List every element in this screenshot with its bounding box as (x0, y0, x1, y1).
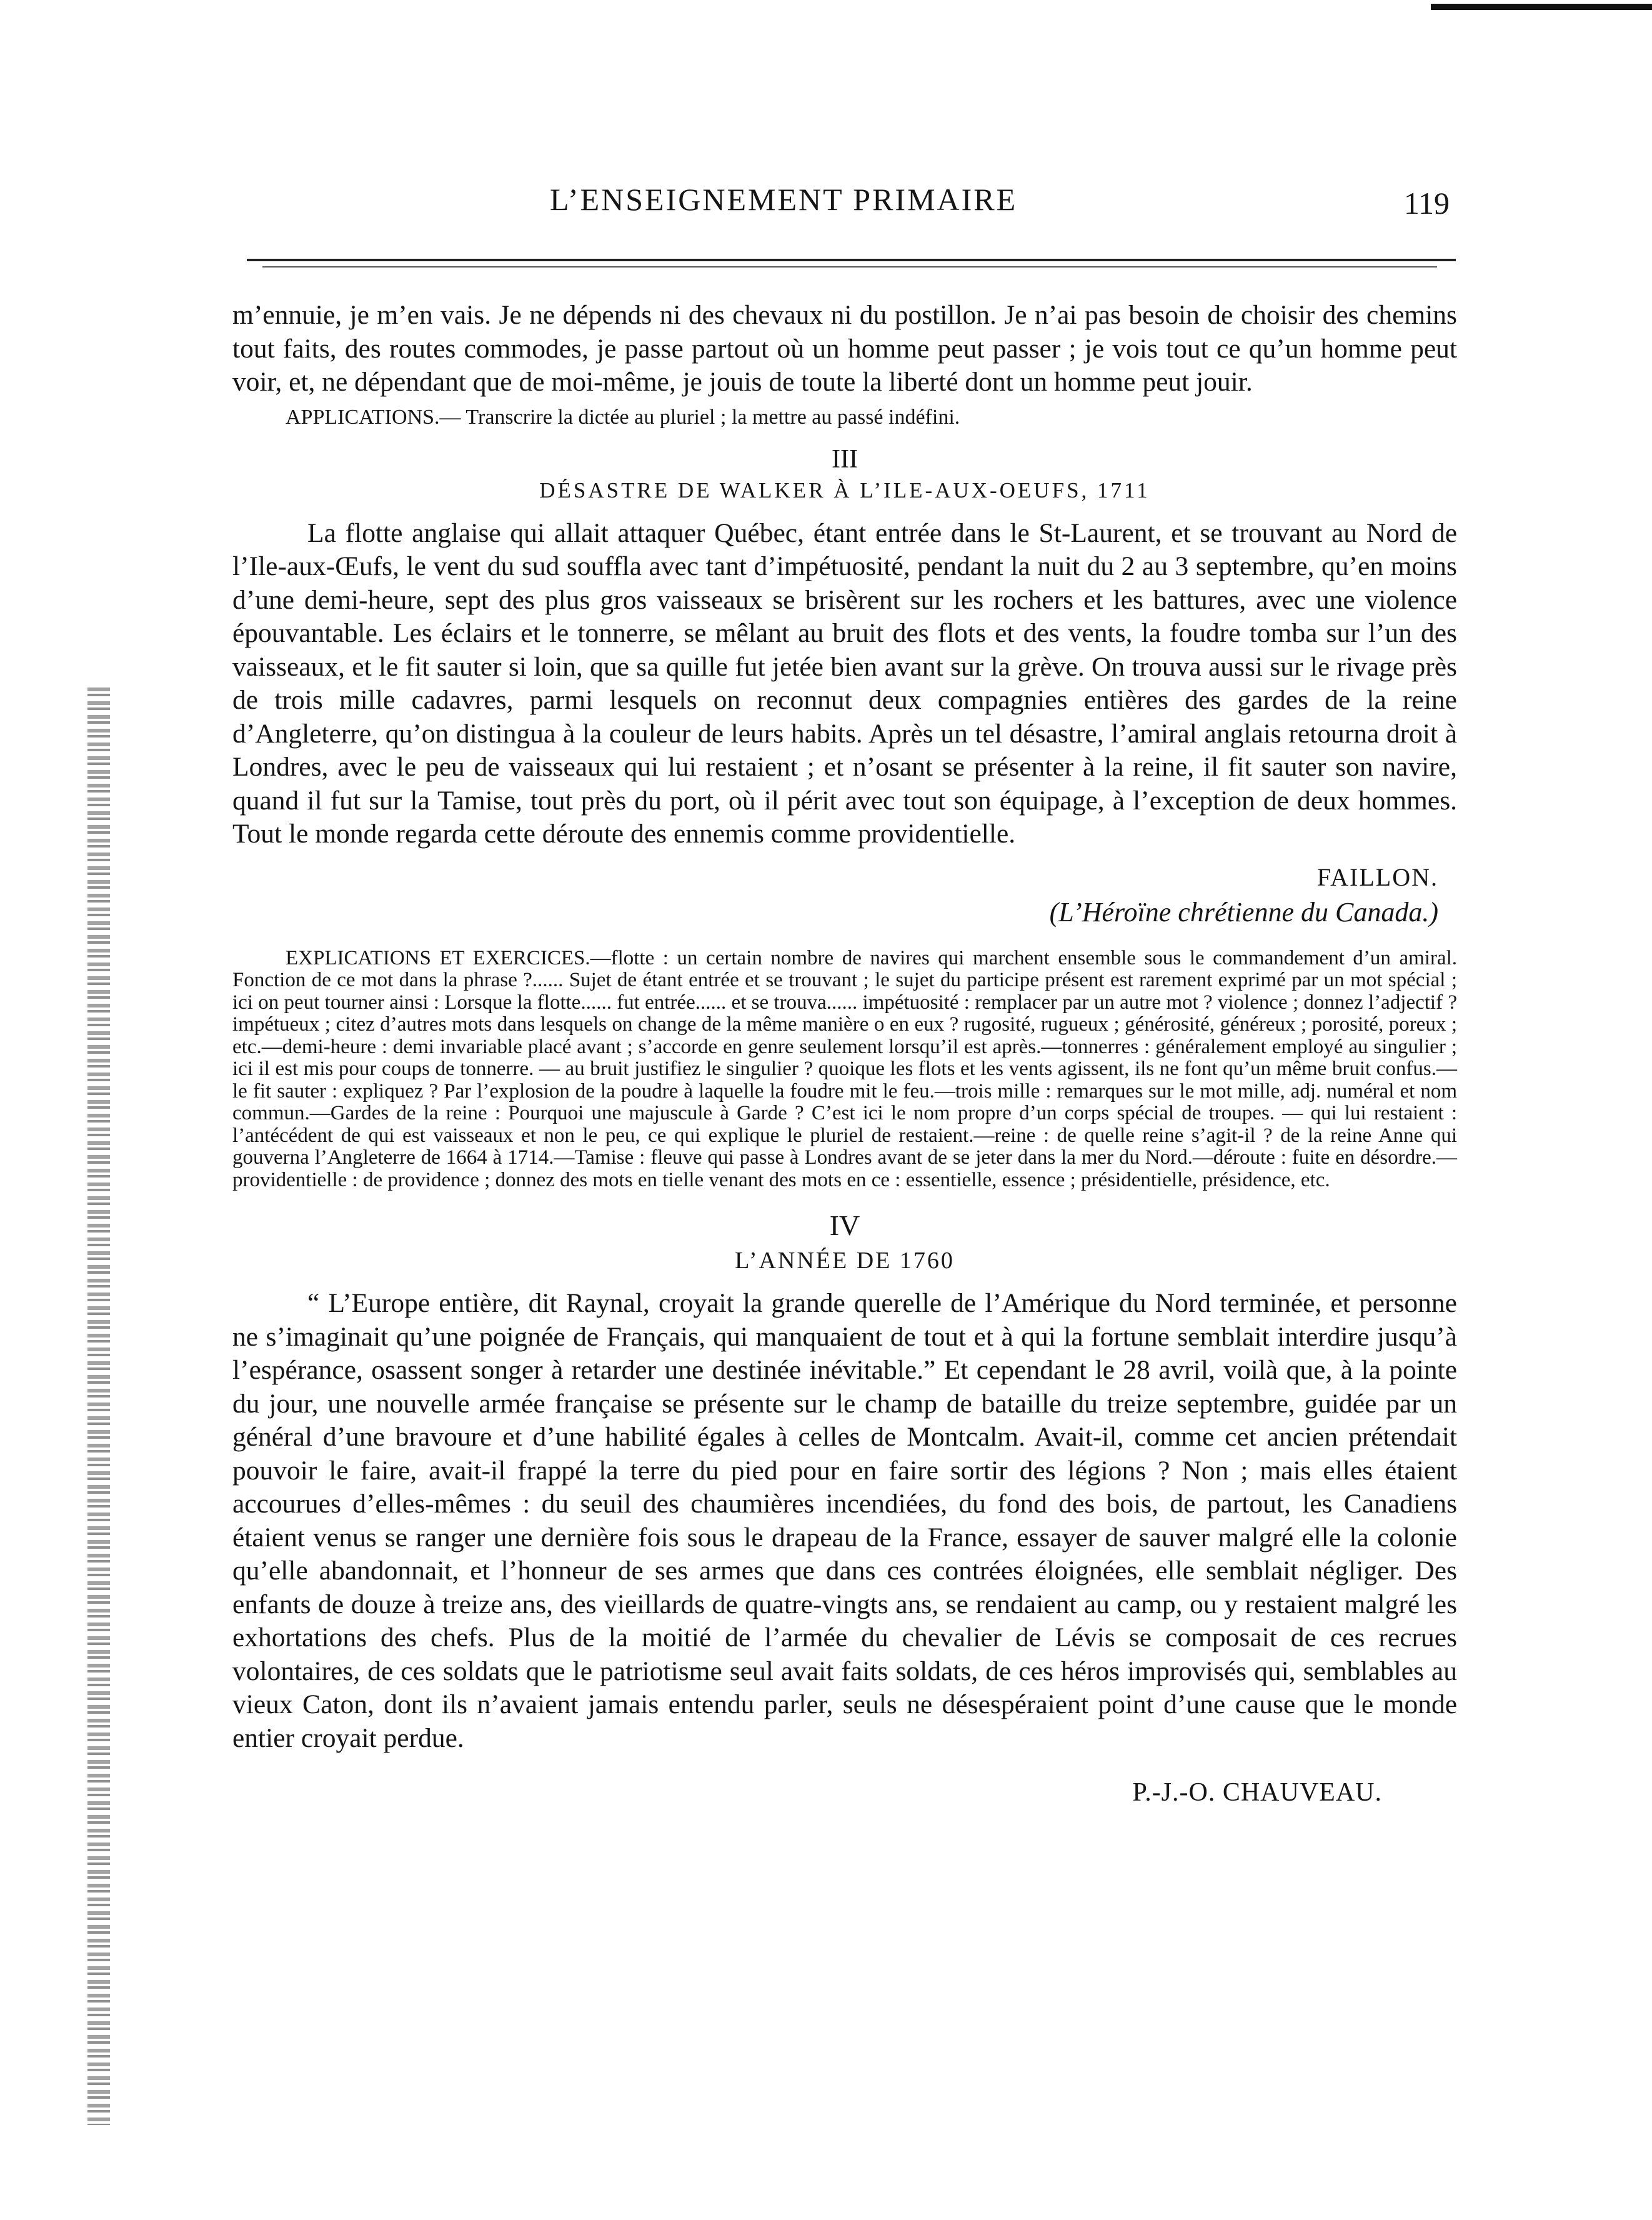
annee-1760-paragraph: “ L’Europe entière, dit Raynal, croyait la grande querelle de l’Amérique du Nord terminée, et personne ne s’imaginait qu’une poignée de Français, qui manquaient de tout et à qui la fortune semblait interdire jusqu’à l’espérance, osassent songer à retarder une destinée inévitable.” Et cependant le 28 avril, voilà que, à la pointe du jour, une nouvelle armée française se présente sur le champ de bataille du treize septembre, guidée par un général d’une bravoure et d’une habilité égales à celles de Montcalm. Avait-il, comme cet ancien prétendait pouvoir le faire, avait-il frappé la terre du pied pour en faire sortir des légions ? Non ; mais elles étaient accourues d’elles-mêmes : du seuil des chaumières incendiées, du fond des bois, de partout, les Canadiens étaient venus se ranger une dernière fois sous le drapeau de la France, essayer de sauver malgré elle la colonie qu’elle abandonnait, et l’honneur de ses armes que dans ces contrées éloignées, elle semblait négliger. Des enfants de douze à treize ans, des vieillards de quatre-vingts ans, se rendaient au camp, ou y restaient malgré les exhortations des chefs. Plus de la moitié de l’armée du chevalier de Lévis se composait de ces recrues volontaires, de ces soldats que le patriotisme seul avait faits soldats, de ces héros improvisés qui, semblables au vieux Caton, dont ils n’avaient jamais entendu parler, seuls ne désespéraient point d’une cause que le monde entier croyait perdue. (232, 1288, 1457, 1753)
dictation-paragraph-end: m’ennuie, je m’en vais. Je ne dépends ni des chevaux ni du postillon. Je n’ai pas besoin de choisir des chemins tout faits, des routes commodes, je passe partout où un homme peut passer ; je vois tout ce qu’un homme peut voir, et, ne dépendant que de moi-même, je jouis de toute la liberté dont un homme peut jouir. (232, 300, 1457, 397)
applications-note: APPLICATIONS.— Transcrire la dictée au pluriel ; la mettre au passé indéfini. (286, 405, 960, 429)
section-title-walker: DÉSASTRE DE WALKER À L’ILE-AUX-OEUFS, 1711 (539, 478, 1150, 502)
header-rule-thin (262, 266, 1437, 268)
page-header (231, 181, 1450, 238)
section-title-1760: L’ANNÉE DE 1760 (735, 1248, 955, 1274)
scan-edge-mark (1431, 4, 1652, 10)
section-numeral-iv: IV (829, 1209, 860, 1241)
explications-exercices: EXPLICATIONS ET EXERCICES.—flotte : un certain nombre de navires qui marchent ensemble sous le commandement d’un amiral. Fonction de ce mot dans la phrase ?...... Sujet de étant entrée et se trouvant ; le sujet du participe présent est rarement exprimé par un mot spécial ; ici on peut tourner ainsi : Lorsque la flotte...... fut entrée...... et se trouva...... impétuosité : remplacer par un autre mot ? violence ; donnez l’adjectif ? impétueux ; citez d’autres mots dans lesquels on change de la même manière o en eux ? rugosité, rugueux ; générosité, généreux ; porosité, poreux ; etc.—demi-heure : demi invariable placé avant ; s’accorde en genre seulement lorsqu’il est après.—tonnerres : généralement employé au singulier ; ici il est mis pour coups de tonnerre. — au bruit justifiez le singulier ? quoique les flots et les vents agissent, ils ne font qu’un même bruit confus.—le fit sauter : expliquez ? Par l’explosion de la poudre à laquelle la foudre mit le feu.—trois mille : remarques sur le mot mille, adj. numéral et nom commun.—Gardes de la reine : Pourquoi une majuscule à Garde ? C’est ici le nom propre d’un corps spécial de troupes. — qui lui restaient : l’antécédent de qui est vaisseaux et non le peu, ce qui explique le pluriel de restaient.—reine : de quelle reine s’agit-il ? de la reine Anne qui gouverna l’Angleterre de 1664 à 1714.—Tamise : fleuve qui passe à Londres avant de se jeter dans la mer du Nord.—déroute : fuite en désordre.—providentielle : de providence ; donnez des mots en tielle venant des mots en ce : essentielle, essence ; présidentielle, présidence, etc. (232, 946, 1457, 1191)
binding-shadow (87, 688, 110, 2125)
header-rule (247, 259, 1456, 261)
running-title: L’ENSEIGNEMENT PRIMAIRE (550, 182, 1018, 217)
page-content (232, 299, 1457, 1808)
source-heroine: (L’Héroïne chrétienne du Canada.) (1049, 896, 1438, 928)
author-faillon: FAILLON. (1316, 862, 1438, 891)
page-number: 119 (1403, 186, 1450, 221)
section-numeral-iii: III (832, 444, 858, 474)
signature-chauveau: P.-J.-O. CHAUVEAU. (1132, 1778, 1382, 1807)
walker-paragraph: La flotte anglaise qui allait attaquer Québec, étant entrée dans le St-Laurent, et se trouvant au Nord de l’Ile-aux-Œufs, le vent du sud souffla avec tant d’impétuosité, pendant la nuit du 2 au 3 septembre, qu’en moins d’une demi-heure, sept des plus gros vaisseaux se brisèrent sur les rochers et les battures, avec une violence épouvantable. Les éclairs et le tonnerre, se mêlant au bruit des flots et des vents, la foudre tomba sur l’un des vaisseaux, et le fit sauter si loin, que sa quille fut jetée bien avant sur la grève. On trouva aussi sur le rivage près de trois mille cadavres, parmi lesquels on reconnut deux compagnies entières des gardes de la reine d’Angleterre, qu’on distingua à la couleur de leurs habits. Après un tel désastre, l’amiral anglais retourna droit à Londres, avec le peu de vaisseaux qui lui restaient ; et n’osant se présenter à la reine, il fit sauter son navire, quand il fut sur la Tamise, tout près du port, où il périt avec tout son équipage, à l’exception de deux hommes. Tout le monde regarda cette déroute des ennemis comme providentielle. (232, 518, 1457, 849)
